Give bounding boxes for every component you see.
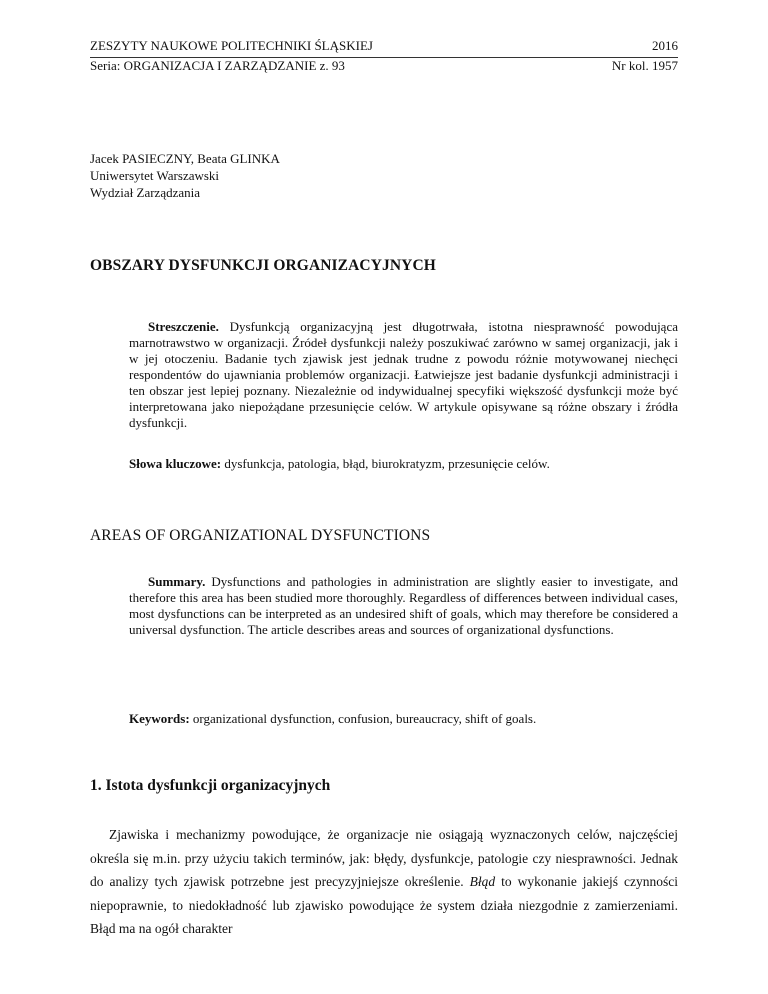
keywords-english xyxy=(129,711,678,727)
keywords-english-text: organizational dysfunction, confusion, bureaucracy, shift of goals. xyxy=(189,711,537,726)
header-rule xyxy=(90,57,678,58)
body-text-part1: Zjawiska i mechanizmy powodujące, że organizacje nie osiągają wyznaczonych celów, najczęściej określa się m.in. przy użyciu takich terminów, jak: błędy, dysfunkcje, patologie czy niesprawności. Jednak do analizy tych zjawisk potrzebne jest precyzyjniejsze określenie. xyxy=(90,827,678,889)
abstract-english-text: Dysfunctions and pathologies in administration are slightly easier to investigate, and therefore this area has been studied more thoroughly. Regardless of differences between individual cases, most dysfunctions can be interpreted as an undesired shift of goals, which may therefore be considered a universal dysfunction. The article describes areas and sources of organizational dysfunctions. xyxy=(129,574,678,637)
author-block xyxy=(90,150,280,201)
abstract-polish-text: Dysfunkcją organizacyjną jest długotrwała, istotna niesprawność powodująca marnotrawstwo w organizacji. Źródeł dysfunkcji należy poszukiwać zarówno w samej organizacji, jak i w jej otoczeniu. Badanie tych zjawisk jest jednak trudne z powodu różnie motywowanej niechęci respondentów do ujawniania problemów organizacji. Łatwiejsze jest badanie dysfunkcji administracji i ten obszar jest lepiej poznany. Niezależnie od indywidualnej specyfiki większość dysfunkcji może być interpretowana jako niepożądane przesunięcie celów. W artykule opisywane są różne obszary i źródła dysfunkcji. xyxy=(129,319,678,430)
running-header xyxy=(90,38,678,74)
keywords-polish-label: Słowa kluczowe: xyxy=(129,456,222,471)
body-term-blad: Błąd xyxy=(469,874,496,889)
keywords-polish-text: dysfunkcja, patologia, błąd, biurokratyzm, przesunięcie celów. xyxy=(221,456,550,471)
journal-number: Nr kol. 1957 xyxy=(611,58,678,73)
abstract-polish xyxy=(129,319,678,431)
paper-title-polish: OBSZARY DYSFUNKCJI ORGANIZACYJNYCH xyxy=(90,257,436,274)
author-university: Uniwersytet Warszawski xyxy=(90,168,220,183)
abstract-polish-label: Streszczenie. xyxy=(148,319,219,334)
journal-series: Seria: ORGANIZACJA I ZARZĄDZANIE z. 93 xyxy=(90,58,345,73)
author-faculty: Wydział Zarządzania xyxy=(90,185,201,200)
keywords-polish xyxy=(129,456,678,472)
paper-title-english: AREAS OF ORGANIZATIONAL DYSFUNCTIONS xyxy=(90,527,431,544)
abstract-english-label: Summary. xyxy=(148,574,206,589)
journal-name: ZESZYTY NAUKOWE POLITECHNIKI ŚLĄSKIEJ xyxy=(90,38,373,53)
author-names: Jacek PASIECZNY, Beata GLINKA xyxy=(90,151,280,166)
section-heading: 1. Istota dysfunkcji organizacyjnych xyxy=(90,777,331,794)
abstract-english xyxy=(129,574,678,638)
body-paragraph xyxy=(90,823,678,941)
body-text-part2: to wykonanie jakiejś czynności niepoprawnie, to niedokładność lub zjawisko powodujące że system działa niezgodnie z zamierzeniami. Błąd ma na ogół charakter xyxy=(90,874,678,936)
journal-year: 2016 xyxy=(652,38,678,53)
keywords-english-label: Keywords: xyxy=(129,711,190,726)
